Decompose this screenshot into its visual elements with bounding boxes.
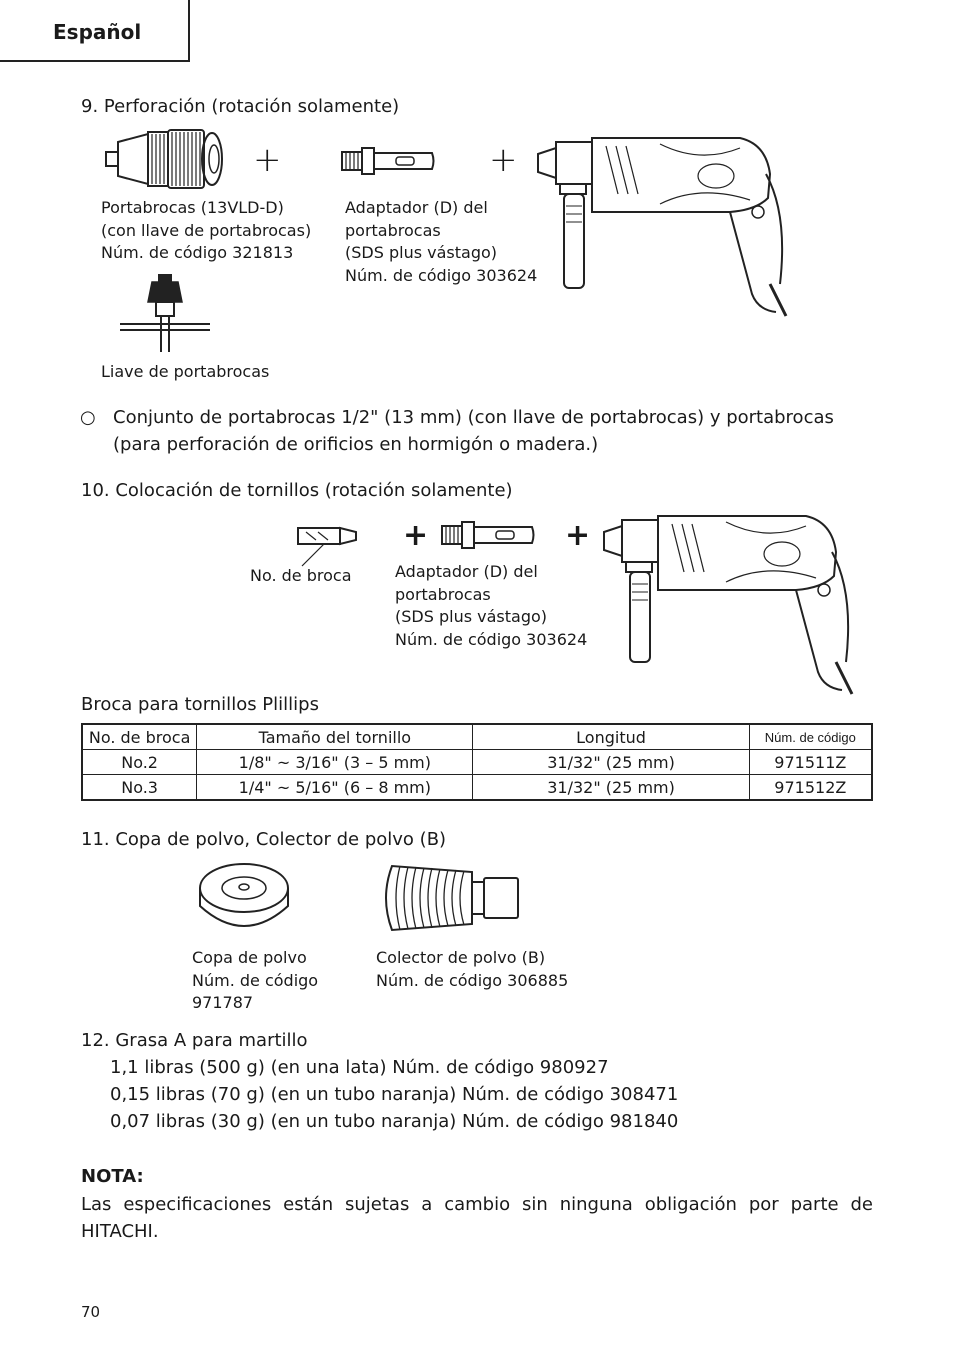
table-cell: No.3 bbox=[82, 775, 197, 801]
chuck-key-illustration bbox=[118, 272, 212, 354]
bit-table bbox=[81, 723, 873, 801]
table-title: Broca para tornillos Plillips bbox=[81, 694, 319, 715]
section-11-heading: 11. Copa de polvo, Colector de polvo (B) bbox=[81, 829, 447, 850]
adapter-illustration bbox=[340, 144, 436, 178]
list-item: 1,1 libras (500 g) (en una lata) Núm. de código 980927 bbox=[110, 1057, 609, 1078]
hammer-drill-illustration bbox=[596, 512, 856, 696]
dust-cup-illustration bbox=[196, 860, 292, 934]
table-cell: 1/8" ~ 3/16" (3 – 5 mm) bbox=[197, 750, 473, 775]
section-12-heading: 12. Grasa A para martillo bbox=[81, 1030, 308, 1051]
section-10-heading: 10. Colocación de tornillos (rotación solamente) bbox=[81, 480, 513, 501]
language-tab-label: Español bbox=[53, 20, 142, 44]
plus-sign: + bbox=[403, 518, 429, 553]
list-item: 0,07 libras (30 g) (en un tubo naranja) Núm. de código 981840 bbox=[110, 1111, 679, 1132]
bullet-paragraph: Conjunto de portabrocas 1/2" (13 mm) (con llave de portabrocas) y portabrocas (para perforación de orificios en hormigón o madera.) bbox=[113, 407, 834, 455]
table-cell: 31/32" (25 mm) bbox=[473, 775, 749, 801]
page-number: 70 bbox=[81, 1303, 101, 1321]
table-row bbox=[82, 750, 872, 775]
grease-list bbox=[110, 1054, 678, 1135]
drill-chuck-illustration bbox=[104, 128, 226, 190]
language-tab bbox=[0, 0, 190, 62]
adapter-caption: Adaptador (D) del portabrocas (SDS plus vástago) Núm. de código 303624 bbox=[345, 198, 538, 285]
note-text: Las especificaciones están sujetas a cambio sin ninguna obligación por parte de HITACHI. bbox=[81, 1194, 873, 1242]
plus-sign: + bbox=[489, 140, 518, 180]
note-label: NOTA: bbox=[81, 1166, 144, 1187]
table-header-cell: Longitud bbox=[473, 724, 749, 750]
table-cell: 971512Z bbox=[749, 775, 872, 801]
table-header-row bbox=[82, 724, 872, 750]
chuck-key-caption: Liave de portabrocas bbox=[101, 362, 270, 381]
plus-sign: + bbox=[565, 518, 591, 553]
table-row bbox=[82, 775, 872, 801]
section-9-heading: 9. Perforación (rotación solamente) bbox=[81, 96, 400, 117]
hammer-drill-illustration bbox=[530, 134, 790, 318]
table-header-cell: No. de broca bbox=[82, 724, 197, 750]
dust-collector-illustration bbox=[378, 860, 522, 936]
chuck-caption: Portabrocas (13VLD-D) (con llave de portabrocas) Núm. de código 321813 bbox=[101, 198, 312, 262]
table-cell: 1/4" ~ 5/16" (6 – 8 mm) bbox=[197, 775, 473, 801]
table-cell: No.2 bbox=[82, 750, 197, 775]
dust-cup-caption: Copa de polvo Núm. de código 971787 bbox=[192, 948, 319, 1012]
plus-sign: + bbox=[253, 140, 282, 180]
bit-caption: No. de broca bbox=[250, 566, 352, 585]
table-cell: 31/32" (25 mm) bbox=[473, 750, 749, 775]
adapter-illustration bbox=[440, 518, 536, 552]
bullet-symbol: ○ bbox=[80, 407, 96, 428]
adapter-caption: Adaptador (D) del portabrocas (SDS plus vástago) Núm. de código 303624 bbox=[395, 562, 588, 649]
list-item: 0,15 libras (70 g) (en un tubo naranja) Núm. de código 308471 bbox=[110, 1084, 679, 1105]
dust-collector-caption: Colector de polvo (B) Núm. de código 306885 bbox=[376, 948, 569, 990]
table-header-cell: Tamaño del tornillo bbox=[197, 724, 473, 750]
table-header-cell: Núm. de código bbox=[749, 724, 872, 750]
table-cell: 971511Z bbox=[749, 750, 872, 775]
